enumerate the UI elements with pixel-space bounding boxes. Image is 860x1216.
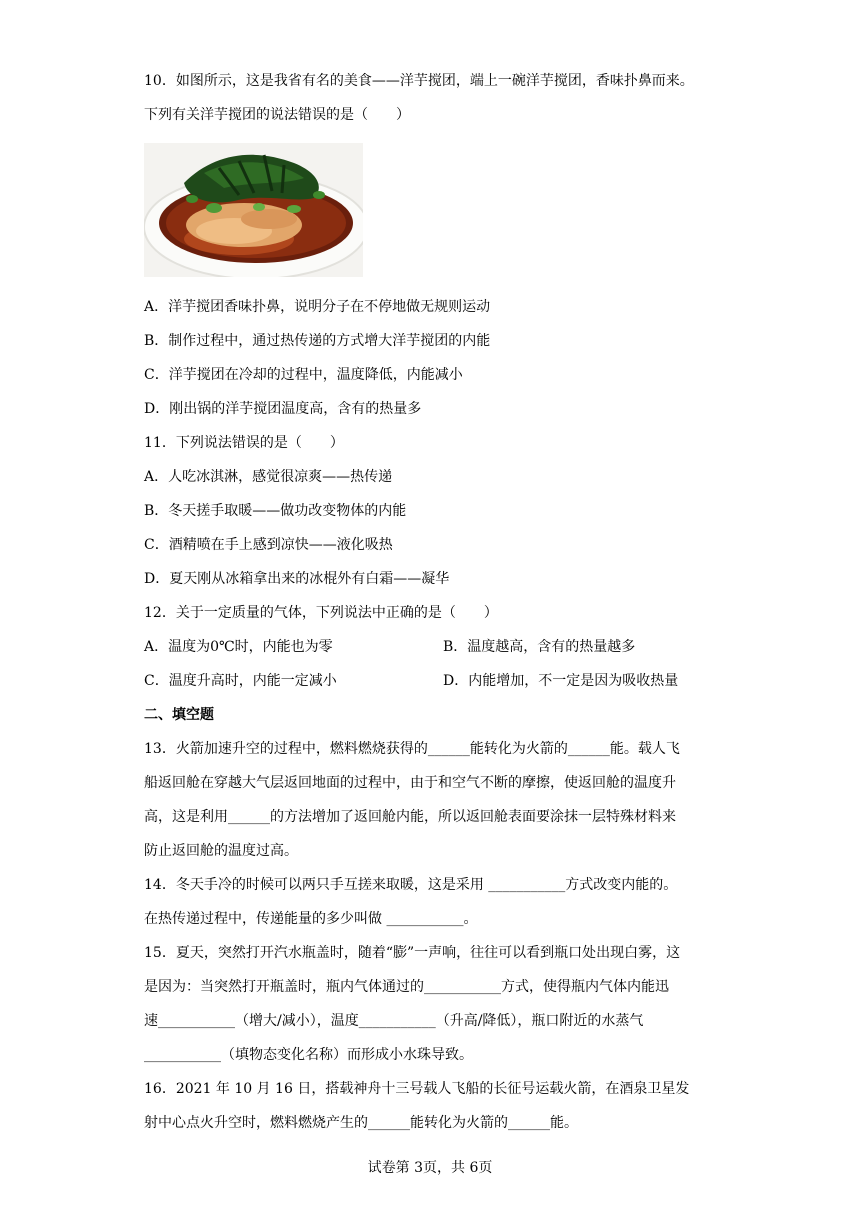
page-number-footer: 试卷第 3页，共 6页: [367, 1160, 493, 1176]
q10-option-d: D．刚出锅的洋芋搅团温度高，含有的热量多: [144, 401, 422, 417]
dish-photo-icon: [144, 143, 363, 277]
q10-option-a: A．洋芋搅团香味扑鼻，说明分子在不停地做无规则运动: [144, 299, 491, 315]
q13-line4: 防止返回舱的温度过高。: [144, 843, 298, 859]
q13-line3: 高，这是利用______的方法增加了返回舱内能，所以返回舱表面要涂抹一层特殊材料来: [144, 809, 676, 825]
q10-option-b: B．制作过程中，通过热传递的方式增大洋芋搅团的内能: [144, 333, 491, 349]
q11-option-d: D．夏天刚从冰箱拿出来的冰棍外有白霜——凝华: [144, 571, 450, 587]
q12-option-b: B．温度越高，含有的热量越多: [443, 639, 636, 655]
q16-line2: 射中心点火升空时，燃料燃烧产生的______能转化为火箭的______能。: [144, 1115, 578, 1131]
q10-stem-line1: 10．如图所示，这是我省有名的美食——洋芋搅团，端上一碗洋芋搅团，香味扑鼻而来。: [144, 73, 694, 89]
q11-option-b: B．冬天搓手取暖——做功改变物体的内能: [144, 503, 407, 519]
q15-line1: 15．夏天，突然打开汽水瓶盖时，随着“膨”一声响，往往可以看到瓶口处出现白雾，这: [144, 945, 681, 961]
q13-line1: 13．火箭加速升空的过程中，燃料燃烧获得的______能转化为火箭的______能。载人飞: [144, 741, 680, 757]
q11-stem: 11．下列说法错误的是（ ）: [144, 435, 344, 451]
q12-option-d: D．内能增加，不一定是因为吸收热量: [443, 673, 679, 689]
q12-stem: 12．关于一定质量的气体，下列说法中正确的是（ ）: [144, 605, 498, 621]
dish-photo: [144, 143, 363, 277]
q12-option-c: C．温度升高时，内能一定减小: [144, 673, 337, 689]
q16-line1: 16．2021 年 10 月 16 日，搭载神舟十三号载人飞船的长征号运载火箭，在酒泉卫星发: [144, 1081, 690, 1097]
q14-line1: 14．冬天手冷的时候可以两只手互搓来取暖，这是采用 ___________方式改变内能的。: [144, 877, 678, 893]
q11-option-c: C．酒精喷在手上感到凉快——液化吸热: [144, 537, 393, 553]
q10-option-c: C．洋芋搅团在冷却的过程中，温度降低，内能减小: [144, 367, 463, 383]
q15-line3: 速___________（增大/减小），温度___________（升高/降低），瓶口附近的水蒸气: [144, 1013, 644, 1029]
section-title: 二、填空题: [144, 707, 214, 723]
q12-option-a: A．温度为0℃时，内能也为零: [144, 639, 333, 655]
q14-line2: 在热传递过程中，传递能量的多少叫做 ___________。: [144, 911, 478, 927]
q15-line2: 是因为：当突然打开瓶盖时，瓶内气体通过的___________方式，使得瓶内气体内能迅: [144, 979, 669, 995]
q15-line4: ___________（填物态变化名称）而形成小水珠导致。: [144, 1047, 473, 1063]
q10-stem-line2: 下列有关洋芋搅团的说法错误的是（ ）: [144, 107, 410, 123]
q13-line2: 船返回舱在穿越大气层返回地面的过程中，由于和空气不断的摩擦，使返回舱的温度升: [144, 775, 676, 791]
q11-option-a: A．人吃冰淇淋，感觉很凉爽——热传递: [144, 469, 393, 485]
